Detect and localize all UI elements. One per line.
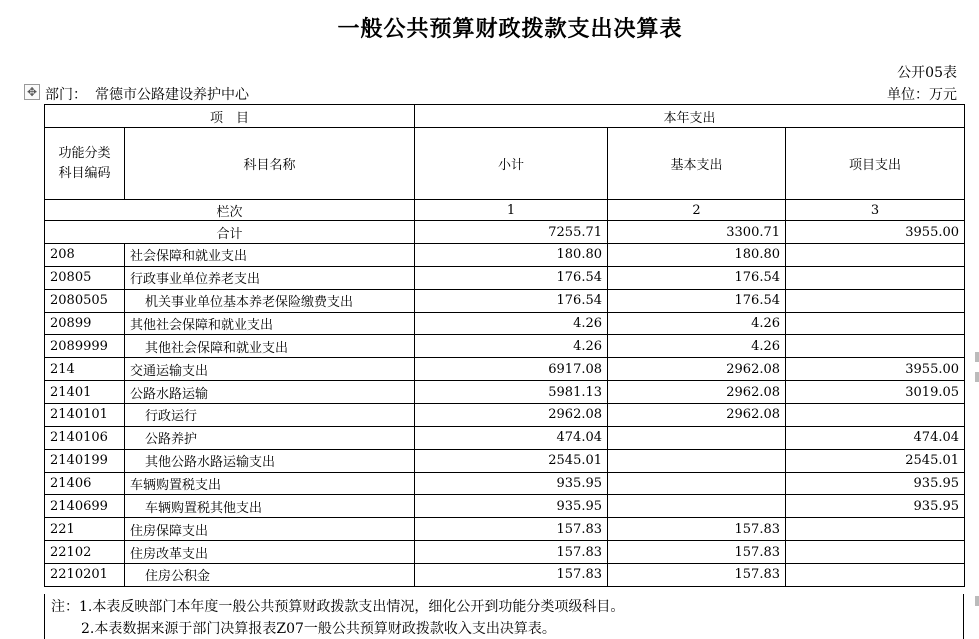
table-row — [45, 381, 965, 404]
cell-project — [786, 518, 965, 541]
cell-name: 行政事业单位养老支出 — [125, 266, 415, 289]
cell-basic: 2962.08 — [608, 358, 786, 381]
cell-basic: 157.83 — [608, 518, 786, 541]
cell-code: 20805 — [45, 266, 125, 289]
cell-name: 公路养护 — [125, 426, 415, 449]
cell-basic: 157.83 — [608, 541, 786, 564]
cell-subtotal: 5981.13 — [415, 381, 608, 404]
department-label: 部门： — [45, 87, 87, 103]
cell-project — [786, 244, 965, 267]
form-number: 公开05表 — [897, 65, 957, 81]
table-row — [45, 426, 965, 449]
cell-project: 3955.00 — [786, 358, 965, 381]
table-move-handle-icon[interactable]: ✥ — [24, 84, 40, 100]
note-1: 注：1.本表反映部门本年度一般公共预算财政拨款支出情况，细化公开到功能分类项级科目。 — [51, 599, 625, 615]
header-subtotal: 小计 — [415, 128, 608, 200]
cell-project — [786, 404, 965, 427]
note-2: 2.本表数据来源于部门决算报表Z07一般公共预算财政拨款收入支出决算表。 — [81, 621, 556, 637]
cell-project: 474.04 — [786, 426, 965, 449]
cell-code: 2080505 — [45, 289, 125, 312]
cell-basic — [608, 426, 786, 449]
cell-basic — [608, 472, 786, 495]
table-row — [45, 541, 965, 564]
cell-code: 208 — [45, 244, 125, 267]
cell-subtotal: 935.95 — [415, 495, 608, 518]
table-row — [45, 564, 965, 587]
cell-code: 2140101 — [45, 404, 125, 427]
cell-code: 2210201 — [45, 564, 125, 587]
cell-name: 车辆购置税其他支出 — [125, 495, 415, 518]
header-row-1 — [45, 105, 965, 128]
cell-name: 住房保障支出 — [125, 518, 415, 541]
cell-basic: 2962.08 — [608, 381, 786, 404]
cell-name: 交通运输支出 — [125, 358, 415, 381]
table-row — [45, 358, 965, 381]
total-subtotal: 7255.71 — [415, 221, 608, 244]
cell-project: 935.95 — [786, 495, 965, 518]
cell-name: 住房改革支出 — [125, 541, 415, 564]
total-row — [45, 221, 965, 244]
cell-project — [786, 335, 965, 358]
cell-subtotal: 180.80 — [415, 244, 608, 267]
cell-basic: 176.54 — [608, 266, 786, 289]
cell-code: 20899 — [45, 312, 125, 335]
cell-name: 公路水路运输 — [125, 381, 415, 404]
cell-subtotal: 474.04 — [415, 426, 608, 449]
unit-label: 单位：万元 — [887, 87, 957, 103]
cell-project — [786, 289, 965, 312]
cell-code: 22102 — [45, 541, 125, 564]
header-basic: 基本支出 — [608, 128, 786, 200]
cell-subtotal: 157.83 — [415, 518, 608, 541]
cell-code: 214 — [45, 358, 125, 381]
column-3: 3 — [786, 200, 965, 221]
cell-subtotal: 2545.01 — [415, 449, 608, 472]
cell-basic: 157.83 — [608, 564, 786, 587]
header-row-2 — [45, 128, 965, 200]
column-2: 2 — [608, 200, 786, 221]
cell-project: 3019.05 — [786, 381, 965, 404]
cell-subtotal: 176.54 — [415, 266, 608, 289]
page-title: 一般公共预算财政拨款支出决算表 — [337, 16, 683, 42]
notes — [44, 594, 964, 639]
cell-code: 2140199 — [45, 449, 125, 472]
cell-project — [786, 564, 965, 587]
header-name: 科目名称 — [125, 128, 415, 200]
table-row — [45, 404, 965, 427]
table-row — [45, 335, 965, 358]
cell-basic — [608, 495, 786, 518]
cell-code: 221 — [45, 518, 125, 541]
cell-subtotal: 6917.08 — [415, 358, 608, 381]
cell-subtotal: 157.83 — [415, 564, 608, 587]
table-row — [45, 312, 965, 335]
cell-code: 2140699 — [45, 495, 125, 518]
cell-project — [786, 266, 965, 289]
cell-name: 社会保障和就业支出 — [125, 244, 415, 267]
cell-name: 行政运行 — [125, 404, 415, 427]
cell-name: 住房公积金 — [125, 564, 415, 587]
cell-name: 其他公路水路运输支出 — [125, 449, 415, 472]
department-line — [45, 84, 249, 104]
cell-name: 其他社会保障和就业支出 — [125, 312, 415, 335]
cell-subtotal: 4.26 — [415, 335, 608, 358]
expenditure-table — [44, 104, 965, 587]
cell-code: 21406 — [45, 472, 125, 495]
cell-subtotal: 176.54 — [415, 289, 608, 312]
edge-marker — [975, 596, 979, 606]
header-item: 项 目 — [45, 105, 415, 128]
cell-code: 21401 — [45, 381, 125, 404]
column-index-row — [45, 200, 965, 221]
cell-project: 935.95 — [786, 472, 965, 495]
cell-basic: 180.80 — [608, 244, 786, 267]
cell-name: 机关事业单位基本养老保险缴费支出 — [125, 289, 415, 312]
table-row — [45, 289, 965, 312]
cell-basic: 2962.08 — [608, 404, 786, 427]
column-label: 栏次 — [45, 200, 415, 221]
cell-code: 2140106 — [45, 426, 125, 449]
cell-subtotal: 935.95 — [415, 472, 608, 495]
cell-code: 2089999 — [45, 335, 125, 358]
cell-basic: 4.26 — [608, 312, 786, 335]
header-code: 功能分类 科目编码 — [45, 128, 125, 200]
column-1: 1 — [415, 200, 608, 221]
header-current-year: 本年支出 — [415, 105, 965, 128]
total-label: 合计 — [45, 221, 415, 244]
table-row — [45, 495, 965, 518]
table-row — [45, 449, 965, 472]
total-project: 3955.00 — [786, 221, 965, 244]
total-basic: 3300.71 — [608, 221, 786, 244]
cell-subtotal: 4.26 — [415, 312, 608, 335]
edge-marker — [975, 372, 979, 382]
cell-project: 2545.01 — [786, 449, 965, 472]
cell-name: 车辆购置税支出 — [125, 472, 415, 495]
cell-subtotal: 157.83 — [415, 541, 608, 564]
edge-marker — [975, 352, 979, 362]
cell-basic: 4.26 — [608, 335, 786, 358]
table-row — [45, 266, 965, 289]
table-row — [45, 472, 965, 495]
cell-basic: 176.54 — [608, 289, 786, 312]
cell-project — [786, 312, 965, 335]
cell-subtotal: 2962.08 — [415, 404, 608, 427]
department-value: 常德市公路建设养护中心 — [95, 87, 249, 103]
table-row — [45, 244, 965, 267]
table-row — [45, 518, 965, 541]
header-project: 项目支出 — [786, 128, 965, 200]
cell-basic — [608, 449, 786, 472]
cell-name: 其他社会保障和就业支出 — [125, 335, 415, 358]
cell-project — [786, 541, 965, 564]
